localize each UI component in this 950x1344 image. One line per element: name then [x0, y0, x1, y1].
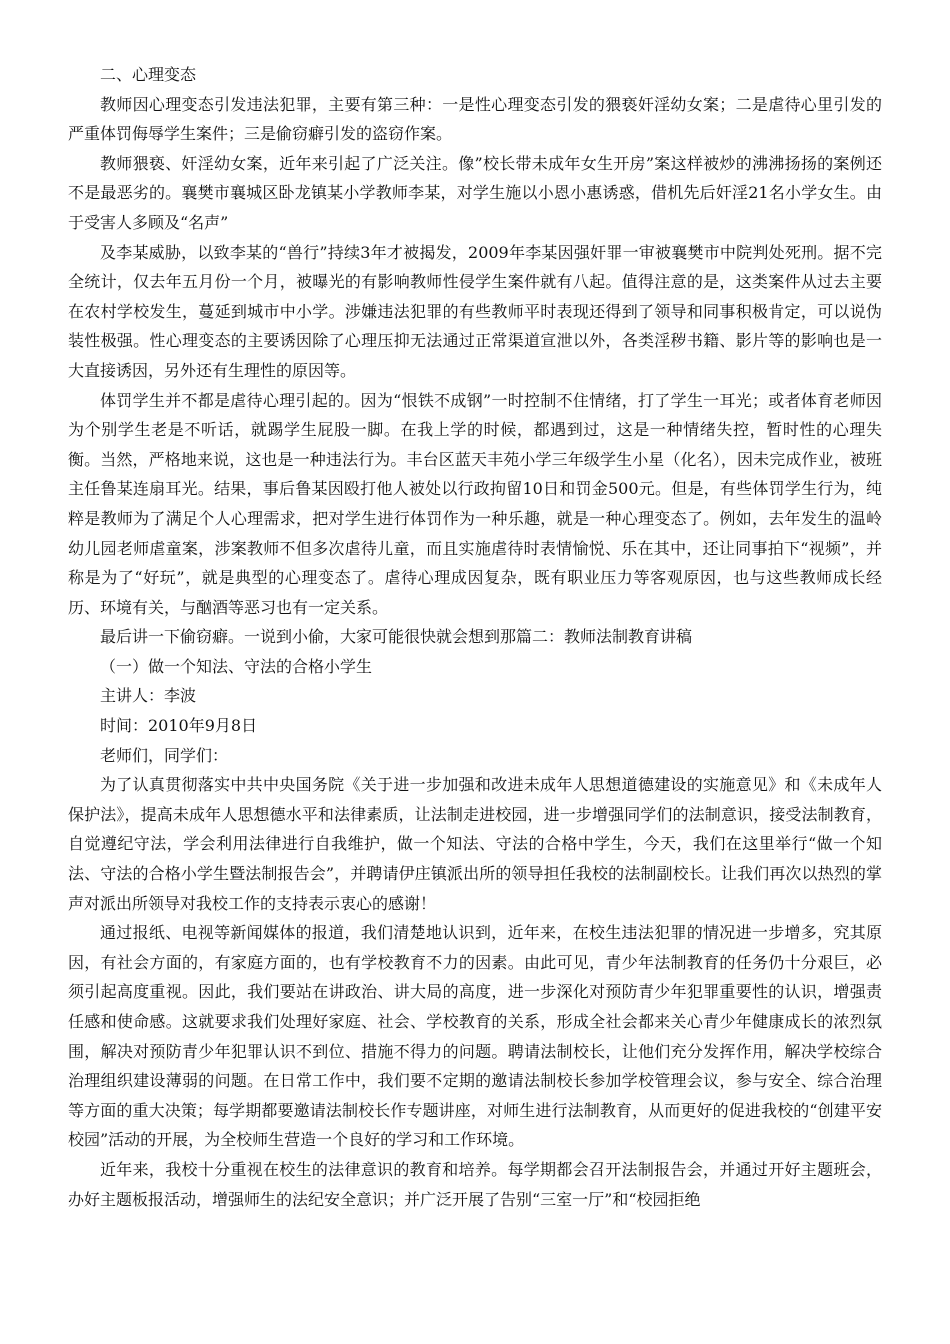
section-heading: 二、心理变态 — [100, 65, 197, 84]
paragraph: 最后讲一下偷窃癖。一说到小偷，大家可能很快就会想到那篇二：教师法制教育讲稿 — [100, 627, 693, 647]
greeting-line: 老师们，同学们： — [100, 745, 229, 765]
speaker-line: 主讲人：李波 — [100, 686, 197, 706]
paragraph: 及李某威胁，以致李某的“兽行”持续3年才被揭发，2009年李某因强奸罪一审被襄樊市中院判处死刑。据不完全统计，仅去年五月份一个月，被曝光的有影响教师性侵学生案件就有八起。值得注意的是，这类案件从过去主要在农村学校发生，蔓延到城市中小学。涉嫌违法犯罪的有些教师平时表现还得到了领导和同事积极肯定，可以说伪装性极强。性心理变态的主要诱因除了心理压抑无法通过正常渠道宣泄以外，各类淫秽书籍、影片等的影响也是一大直接诱因，另外还有生理性的原因等。 — [68, 242, 882, 380]
paragraph: 近年来，我校十分重视在校生的法律意识的教育和培养。每学期都会召开法制报告会，并通过开好主题班会，办好主题板报活动，增强师生的法纪安全意识；并广泛开展了告别“三室一厅”和“校园拒绝 — [68, 1159, 882, 1209]
paragraph: 教师猥亵、奸淫幼女案，近年来引起了广泛关注。像”校长带未成年女生开房”案这样被炒的沸沸扬扬的案例还不是最恶劣的。襄樊市襄城区卧龙镇某小学教师李某，对学生施以小恩小惠诱惑，借机先后奸淫21名小学女生。由于受害人多顾及“名声” — [68, 153, 882, 232]
paragraph: 通过报纸、电视等新闻媒体的报道，我们清楚地认识到，近年来，在校生违法犯罪的情况进一步增多，究其原因，有社会方面的，有家庭方面的，也有学校教育不力的因素。由此可见，青少年法制教育的任务仍十分艰巨，必须引起高度重视。因此，我们要站在讲政治、讲大局的高度，进一步深化对预防青少年犯罪重要性的认识，增强责任感和使命感。这就要求我们处理好家庭、社会、学校教育的关系，形成全社会都来关心青少年健康成长的浓烈氛围，解决对预防青少年犯罪认识不到位、措施不得力的问题。聘请法制校长，让他们充分发挥作用，解决学校综合治理组织建设薄弱的问题。在日常工作中，我们要不定期的邀请法制校长参加学校管理会议，参与安全、综合治理等方面的重大决策；每学期都要邀请法制校长作专题讲座，对师生进行法制教育，从而更好的促进我校的“创建平安校园”活动的开展，为全校师生营造一个良好的学习和工作环境。 — [68, 923, 882, 1150]
paragraph: 为了认真贯彻落实中共中央国务院《关于进一步加强和改进未成年人思想道德建设的实施意见》和《未成年人保护法》，提高未成年人思想德水平和法律素质，让法制走进校园，进一步增强同学们的法制意识，接受法制教育，自觉遵纪守法，学会利用法律进行自我维护，做一个知法、守法的合格中学生，今天，我们在这里举行“做一个知法、守法的合格小学生暨法制报告会”，并聘请伊庄镇派出所的领导担任我校的法制副校长。让我们再次以热烈的掌声对派出所领导对我校工作的支持表示衷心的感谢！ — [68, 775, 882, 913]
date-line: 时间：2010年9月8日 — [100, 716, 258, 736]
paragraph: 教师因心理变态引发违法犯罪，主要有第三种：一是性心理变态引发的猥亵奸淫幼女案；二是虐待心里引发的严重体罚侮辱学生案件；三是偷窃癖引发的盗窃作案。 — [68, 94, 882, 144]
speech-title: （一）做一个知法、守法的合格小学生 — [100, 656, 373, 676]
paragraph: 体罚学生并不都是虐待心理引起的。因为“恨铁不成钢”一时控制不住情绪，打了学生一耳光；或者体育老师因为个别学生老是不听话，就踢学生屁股一脚。在我上学的时候，都遇到过，这是一种情绪失控，暂时性的心理失衡。当然，严格地来说，这也是一种违法行为。丰台区蓝天丰苑小学三年级学生小星（化名），因未完成作业，被班主任鲁某连扇耳光。结果，事后鲁某因殴打他人被处以行政拘留10日和罚金500元。但是，有些体罚学生行为，纯粹是教师为了满足个人心理需求，把对学生进行体罚作为一种乐趣，就是一种心理变态了。例如，去年发生的温岭幼儿园老师虐童案，涉案教师不但多次虐待儿童，而且实施虐待时表情愉悦、乐在其中，还让同事拍下“视频”，并称是为了“好玩”，就是典型的心理变态了。虐待心理成因复杂，既有职业压力等客观原因，也与这些教师成长经历、环境有关，与酗酒等恶习也有一定关系。 — [68, 390, 882, 617]
